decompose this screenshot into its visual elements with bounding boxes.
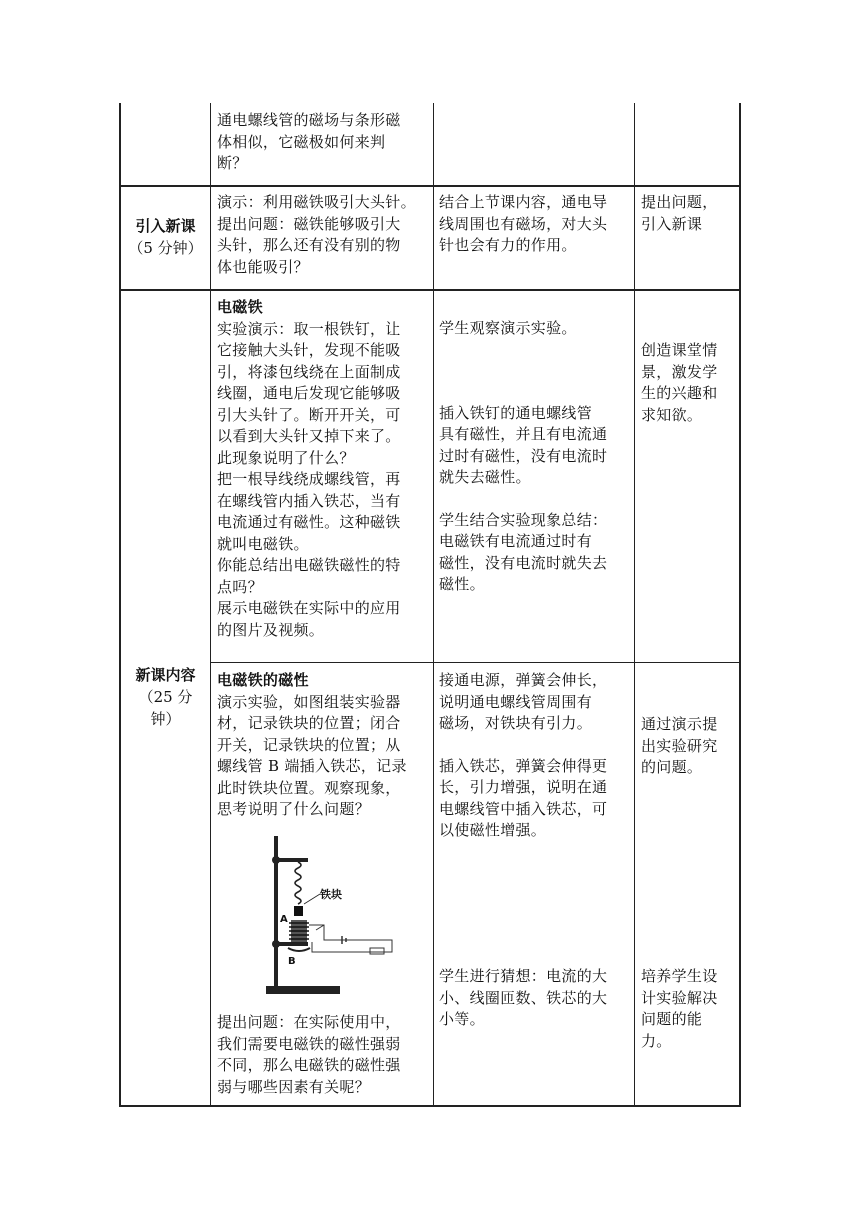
text-line: 实验演示：取一根铁钉，让 [217,319,401,338]
text-line: 小、线圈匝数、铁芯的大 [439,988,608,1007]
text-line: 螺线管 B 端插入铁芯，记录 [217,757,407,775]
text-line: 通过演示提 [641,715,718,733]
text-line: 提出问题：磁铁能够吸引大 [217,214,401,233]
text-line: 我们需要电磁铁的磁性强弱 [217,1034,401,1053]
text-line: 磁性，没有电流时就失去 [439,553,608,572]
stage-duration: （5 分钟） [128,239,203,257]
text-line: 出实验研究 [641,736,718,755]
stage-duration: （25 分 [138,688,193,706]
text-line: 就失去磁性。 [439,468,531,486]
text-line: 线周围也有磁场，对大头 [439,214,608,233]
subrow-divider [210,662,741,663]
section-heading: 电磁铁 [217,298,263,316]
text-line: 体也能吸引？ [217,257,309,276]
part1-teacher-cell [217,297,431,641]
text-line: 学生结合实验现象总结： [439,510,608,529]
text-line: 提出问题：在实际使用中， [217,1013,401,1031]
text-line: 生的兴趣和 [641,384,718,402]
text-line: 线圈，通电后发现它能够吸 [217,384,401,402]
text-line: 说明通电螺线管周围有 [439,692,593,711]
table-border-bottom [119,1105,741,1107]
stage-title: 引入新课 [135,217,196,235]
text-line: 针也会有力的作用。 [439,236,577,254]
part2-student-cell-a [439,670,631,842]
text-line: 磁场，对铁块有引力。 [439,714,593,732]
text-line: 点吗？ [217,577,263,596]
text-line: 体相似，它磁极如何来判 [217,132,386,151]
text-line: 插入铁芯，弹簧会伸得更 [439,756,608,775]
text-line: 提出问题， [641,193,718,211]
text-line: 头针，那么还有没有别的物 [217,236,401,254]
text-line: 思考说明了什么问题？ [217,800,371,818]
table-divider-2 [433,103,434,1107]
text-line: 磁性。 [439,575,485,593]
text-line: 问题的能 [641,1010,703,1028]
figure-label-a: A [280,914,288,925]
intro-intent-cell [641,192,737,235]
text-line: 就叫电磁铁。 [217,534,309,553]
text-line: 引入新课 [641,214,703,233]
intro-teacher-cell [217,192,431,278]
text-line: 你能总结出电磁铁磁性的特 [217,556,401,574]
text-line: 演示：利用磁铁吸引大头针。 [217,193,416,211]
text-line: 此现象说明了什么？ [217,448,355,467]
text-line: 此时铁块位置。观察现象， [217,778,401,797]
part2-student-cell-c [439,966,631,1031]
text-line: 培养学生设 [641,967,718,985]
text-line: 展示电磁铁在实际中的应用 [217,599,401,617]
figure-label-iron-block: 铁块 [320,888,342,901]
table-divider-1 [210,103,211,1107]
text-line: 以看到大头针又掉下来了。 [217,427,401,445]
text-line: 接通电源，弹簧会伸长， [439,671,608,689]
text-line: 弱与哪些因素有关呢？ [217,1077,371,1096]
text-line: 在螺线管内插入铁芯，当有 [217,491,401,510]
part2-intent-cell-b [641,966,737,1052]
table-border-right [739,103,741,1107]
text-line: 小等。 [439,1010,485,1028]
text-line: 的问题。 [641,758,703,776]
text-line: 断？ [217,154,248,172]
text-line: 通电螺线管的磁场与条形磁 [217,111,401,129]
stage-intro [121,215,210,259]
stage-title: 新课内容 [135,666,196,684]
text-line: 长，引力增强，说明在通 [439,778,608,796]
text-line: 计实验解决 [641,988,718,1007]
text-line: 演示实验，如图组装实验器 [217,692,401,711]
text-line: 电磁铁有电流通过时有 [439,532,593,550]
row-divider-2 [119,289,741,291]
text-line: 引大头针了。断开开关，可 [217,405,401,424]
row-divider-1 [119,185,741,187]
text-line: 过时有磁性，没有电流时 [439,446,608,465]
text-line: 力。 [641,1031,672,1050]
part2-teacher-cell [217,670,431,821]
text-line: 学生进行猜想：电流的大 [439,967,608,985]
text-line: 插入铁钉的通电螺线管 [439,403,593,422]
part2-intent-cell-a [641,714,737,779]
text-line: 的图片及视频。 [217,620,325,639]
text-line: 不同，那么电磁铁的磁性强 [217,1056,401,1074]
stage-duration-cont: 钟） [150,710,181,728]
text-line: 结合上节课内容，通电导 [439,193,608,211]
text-line: 学生观察演示实验。 [439,319,577,337]
text-line: 电螺线管中插入铁芯，可 [439,799,608,818]
figure-label-b: B [288,956,296,967]
part1-intent-cell [641,340,737,426]
electromagnet-apparatus-figure [262,830,402,1000]
section-heading: 电磁铁的磁性 [217,671,309,689]
text-line: 具有磁性，并且有电流通 [439,425,608,443]
table-divider-3 [634,103,635,1107]
text-line: 引，将漆包线绕在上面制成 [217,362,401,381]
text-line: 把一根导线绕成螺线管，再 [217,470,401,488]
text-line: 开关，记录铁块的位置；从 [217,735,401,754]
stage-new-lesson [121,664,210,730]
text-line: 它接触大头针，发现不能吸 [217,341,401,359]
part2-teacher-cell-2 [217,1012,431,1098]
intro-student-cell [439,192,631,257]
text-line: 求知欲。 [641,405,703,424]
continued-teacher-cell [217,110,429,175]
text-line: 材，记录铁块的位置；闭合 [217,714,401,732]
text-line: 以使磁性增强。 [439,821,547,839]
part1-student-cell [439,318,631,596]
text-line: 创造课堂情 [641,341,718,359]
text-line: 电流通过有磁性。这种磁铁 [217,513,401,531]
text-line: 景，激发学 [641,362,718,381]
